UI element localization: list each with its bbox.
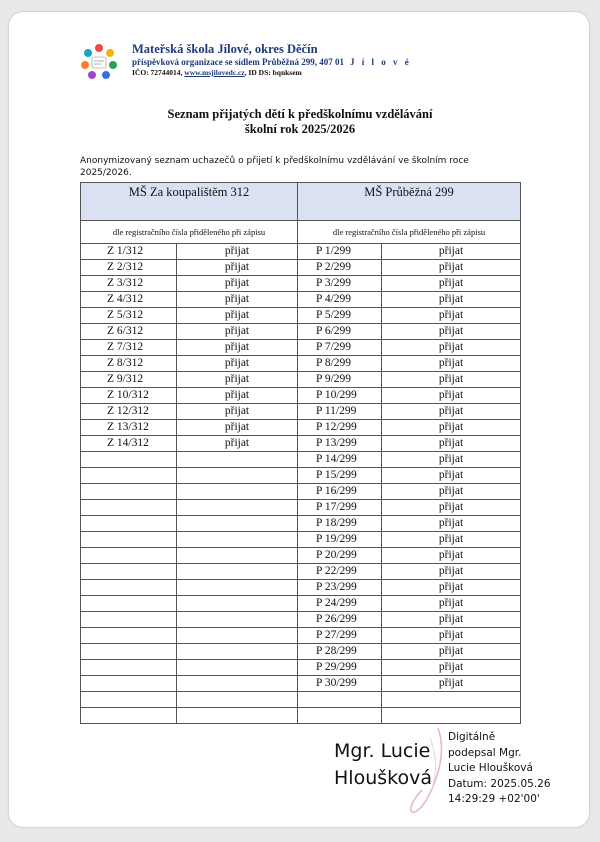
left-code-cell bbox=[81, 452, 177, 468]
table-row bbox=[81, 660, 521, 676]
left-code-cell: Z 3/312 bbox=[81, 276, 177, 292]
table-row bbox=[81, 516, 521, 532]
column-heading-right: MŠ Průběžná 299 bbox=[298, 183, 521, 221]
table-row bbox=[81, 244, 521, 260]
signature-line: podepsal Mgr. bbox=[448, 746, 522, 759]
left-code-cell bbox=[81, 628, 177, 644]
right-status-cell: přijat bbox=[382, 580, 521, 596]
signature-line: Datum: 2025.05.26 bbox=[448, 777, 551, 790]
left-status-cell bbox=[177, 660, 298, 676]
left-status-cell bbox=[177, 532, 298, 548]
left-status-cell bbox=[177, 628, 298, 644]
intro-line-2: 2025/2026. bbox=[80, 168, 132, 178]
right-status-cell: přijat bbox=[382, 404, 521, 420]
table-row bbox=[81, 356, 521, 372]
table-row bbox=[81, 404, 521, 420]
right-status-cell: přijat bbox=[382, 372, 521, 388]
left-status-cell bbox=[177, 468, 298, 484]
table-row bbox=[81, 372, 521, 388]
right-code-cell bbox=[298, 692, 382, 708]
data-box-id: , ID DS: bqnksem bbox=[244, 68, 302, 77]
signer-name-line-2: Hloušková bbox=[334, 767, 432, 789]
signer-name-line-1: Mgr. Lucie bbox=[334, 740, 431, 762]
left-status-cell bbox=[177, 500, 298, 516]
right-status-cell: přijat bbox=[382, 548, 521, 564]
right-code-cell: P 30/299 bbox=[298, 676, 382, 692]
right-status-cell: přijat bbox=[382, 324, 521, 340]
table-row bbox=[81, 644, 521, 660]
left-code-cell: Z 10/312 bbox=[81, 388, 177, 404]
left-status-cell bbox=[177, 708, 298, 724]
right-status-cell: přijat bbox=[382, 388, 521, 404]
left-status-cell: přijat bbox=[177, 340, 298, 356]
right-code-cell: P 4/299 bbox=[298, 292, 382, 308]
right-code-cell: P 9/299 bbox=[298, 372, 382, 388]
table-row bbox=[81, 692, 521, 708]
right-status-cell: přijat bbox=[382, 532, 521, 548]
left-status-cell bbox=[177, 596, 298, 612]
right-code-cell: P 2/299 bbox=[298, 260, 382, 276]
left-status-cell bbox=[177, 516, 298, 532]
right-status-cell: přijat bbox=[382, 484, 521, 500]
right-code-cell: P 20/299 bbox=[298, 548, 382, 564]
right-code-cell: P 16/299 bbox=[298, 484, 382, 500]
signer-name bbox=[334, 738, 454, 792]
left-status-cell: přijat bbox=[177, 276, 298, 292]
right-status-cell: přijat bbox=[382, 308, 521, 324]
website-link[interactable]: www.msjilovedc.cz bbox=[184, 68, 245, 77]
right-status-cell: přijat bbox=[382, 596, 521, 612]
table-row bbox=[81, 340, 521, 356]
right-code-cell: P 3/299 bbox=[298, 276, 382, 292]
right-code-cell: P 1/299 bbox=[298, 244, 382, 260]
left-code-cell bbox=[81, 500, 177, 516]
left-code-cell bbox=[81, 676, 177, 692]
left-code-cell bbox=[81, 660, 177, 676]
left-status-cell: přijat bbox=[177, 404, 298, 420]
right-status-cell: přijat bbox=[382, 420, 521, 436]
table-row bbox=[81, 580, 521, 596]
table-row bbox=[81, 276, 521, 292]
right-status-cell: přijat bbox=[382, 660, 521, 676]
left-code-cell: Z 13/312 bbox=[81, 420, 177, 436]
table-row bbox=[81, 484, 521, 500]
left-status-cell bbox=[177, 580, 298, 596]
admission-table bbox=[80, 182, 521, 724]
table-row bbox=[81, 548, 521, 564]
right-status-cell: přijat bbox=[382, 644, 521, 660]
left-code-cell bbox=[81, 468, 177, 484]
left-code-cell: Z 2/312 bbox=[81, 260, 177, 276]
right-code-cell: P 12/299 bbox=[298, 420, 382, 436]
table-row bbox=[81, 596, 521, 612]
document-title bbox=[80, 107, 520, 137]
table-row bbox=[81, 452, 521, 468]
right-status-cell: přijat bbox=[382, 340, 521, 356]
left-status-cell: přijat bbox=[177, 324, 298, 340]
right-code-cell: P 17/299 bbox=[298, 500, 382, 516]
right-code-cell: P 8/299 bbox=[298, 356, 382, 372]
column-heading-left: MŠ Za koupalištěm 312 bbox=[81, 183, 298, 221]
left-code-cell bbox=[81, 612, 177, 628]
right-code-cell: P 10/299 bbox=[298, 388, 382, 404]
ico-number: IČO: 72744014, bbox=[132, 68, 183, 77]
left-code-cell bbox=[81, 692, 177, 708]
signature-line: Lucie Hloušková bbox=[448, 762, 533, 774]
left-status-cell bbox=[177, 676, 298, 692]
right-code-cell: P 22/299 bbox=[298, 564, 382, 580]
right-status-cell bbox=[382, 692, 521, 708]
table-row bbox=[81, 260, 521, 276]
left-code-cell: Z 8/312 bbox=[81, 356, 177, 372]
right-code-cell: P 19/299 bbox=[298, 532, 382, 548]
right-status-cell: přijat bbox=[382, 516, 521, 532]
left-code-cell bbox=[81, 548, 177, 564]
right-code-cell: P 28/299 bbox=[298, 644, 382, 660]
left-code-cell bbox=[81, 516, 177, 532]
title-line-2: školní rok 2025/2026 bbox=[244, 122, 356, 136]
right-status-cell: přijat bbox=[382, 356, 521, 372]
right-status-cell: přijat bbox=[382, 244, 521, 260]
left-code-cell: Z 12/312 bbox=[81, 404, 177, 420]
left-status-cell: přijat bbox=[177, 356, 298, 372]
signature-line: 14:29:29 +02'00' bbox=[448, 793, 540, 805]
left-code-cell: Z 14/312 bbox=[81, 436, 177, 452]
right-code-cell bbox=[298, 708, 382, 724]
left-status-cell: přijat bbox=[177, 244, 298, 260]
left-code-cell: Z 6/312 bbox=[81, 324, 177, 340]
left-code-cell bbox=[81, 484, 177, 500]
right-status-cell: přijat bbox=[382, 500, 521, 516]
title-line-1: Seznam přijatých dětí k předškolnímu vzdělávání bbox=[167, 107, 433, 121]
table-row bbox=[81, 308, 521, 324]
table-row bbox=[81, 388, 521, 404]
left-code-cell: Z 9/312 bbox=[81, 372, 177, 388]
right-code-cell: P 24/299 bbox=[298, 596, 382, 612]
left-status-cell bbox=[177, 484, 298, 500]
school-logo bbox=[80, 42, 118, 82]
right-code-cell: P 18/299 bbox=[298, 516, 382, 532]
left-status-cell bbox=[177, 612, 298, 628]
right-status-cell: přijat bbox=[382, 564, 521, 580]
right-status-cell: přijat bbox=[382, 436, 521, 452]
right-code-cell: P 13/299 bbox=[298, 436, 382, 452]
left-code-cell bbox=[81, 708, 177, 724]
right-status-cell: přijat bbox=[382, 468, 521, 484]
left-code-cell: Z 7/312 bbox=[81, 340, 177, 356]
right-code-cell: P 7/299 bbox=[298, 340, 382, 356]
right-code-cell: P 29/299 bbox=[298, 660, 382, 676]
right-code-cell: P 27/299 bbox=[298, 628, 382, 644]
right-status-cell bbox=[382, 708, 521, 724]
intro-line-1: Anonymizovaný seznam uchazečů o přijetí k předškolnímu vzdělávání ve školním roce bbox=[80, 156, 469, 166]
table-note-row bbox=[81, 221, 521, 244]
left-status-cell: přijat bbox=[177, 436, 298, 452]
table-row bbox=[81, 628, 521, 644]
right-status-cell: přijat bbox=[382, 628, 521, 644]
right-code-cell: P 26/299 bbox=[298, 612, 382, 628]
table-row bbox=[81, 420, 521, 436]
right-status-cell: přijat bbox=[382, 260, 521, 276]
table-row bbox=[81, 612, 521, 628]
left-status-cell bbox=[177, 548, 298, 564]
right-code-cell: P 23/299 bbox=[298, 580, 382, 596]
ico-line bbox=[132, 68, 552, 78]
left-code-cell bbox=[81, 596, 177, 612]
left-code-cell: Z 1/312 bbox=[81, 244, 177, 260]
left-status-cell: přijat bbox=[177, 420, 298, 436]
column-note-right: dle registračního čísla přiděleného při zápisu bbox=[298, 221, 521, 244]
left-code-cell bbox=[81, 532, 177, 548]
right-code-cell: P 15/299 bbox=[298, 468, 382, 484]
left-status-cell: přijat bbox=[177, 260, 298, 276]
left-status-cell bbox=[177, 564, 298, 580]
organization-line bbox=[132, 57, 552, 68]
table-header-row bbox=[81, 183, 521, 221]
column-note-left: dle registračního čísla přiděleného při zápisu bbox=[81, 221, 298, 244]
left-status-cell: přijat bbox=[177, 388, 298, 404]
right-status-cell: přijat bbox=[382, 276, 521, 292]
table-row bbox=[81, 500, 521, 516]
right-status-cell: přijat bbox=[382, 292, 521, 308]
digital-signature-block bbox=[448, 730, 568, 808]
school-name: Mateřská škola Jílové, okres Děčín bbox=[132, 42, 318, 56]
left-status-cell: přijat bbox=[177, 372, 298, 388]
left-code-cell: Z 4/312 bbox=[81, 292, 177, 308]
right-status-cell: přijat bbox=[382, 676, 521, 692]
table-row bbox=[81, 676, 521, 692]
table-row bbox=[81, 468, 521, 484]
intro-paragraph bbox=[80, 155, 520, 179]
left-status-cell: přijat bbox=[177, 308, 298, 324]
right-code-cell: P 5/299 bbox=[298, 308, 382, 324]
town-name: J í l o v é bbox=[350, 57, 412, 67]
left-code-cell: Z 5/312 bbox=[81, 308, 177, 324]
signature-line: Digitálně bbox=[448, 731, 496, 743]
left-code-cell bbox=[81, 644, 177, 660]
organization-address: příspěvková organizace se sídlem Průběžná 299, 407 01 bbox=[132, 57, 344, 67]
left-status-cell bbox=[177, 692, 298, 708]
left-status-cell bbox=[177, 644, 298, 660]
table-row bbox=[81, 324, 521, 340]
left-status-cell bbox=[177, 452, 298, 468]
table-row bbox=[81, 708, 521, 724]
table-row bbox=[81, 436, 521, 452]
table-row bbox=[81, 292, 521, 308]
left-code-cell bbox=[81, 580, 177, 596]
right-code-cell: P 14/299 bbox=[298, 452, 382, 468]
right-status-cell: přijat bbox=[382, 452, 521, 468]
table-row bbox=[81, 564, 521, 580]
right-code-cell: P 6/299 bbox=[298, 324, 382, 340]
table-row bbox=[81, 532, 521, 548]
left-code-cell bbox=[81, 564, 177, 580]
left-status-cell: přijat bbox=[177, 292, 298, 308]
right-status-cell: přijat bbox=[382, 612, 521, 628]
right-code-cell: P 11/299 bbox=[298, 404, 382, 420]
